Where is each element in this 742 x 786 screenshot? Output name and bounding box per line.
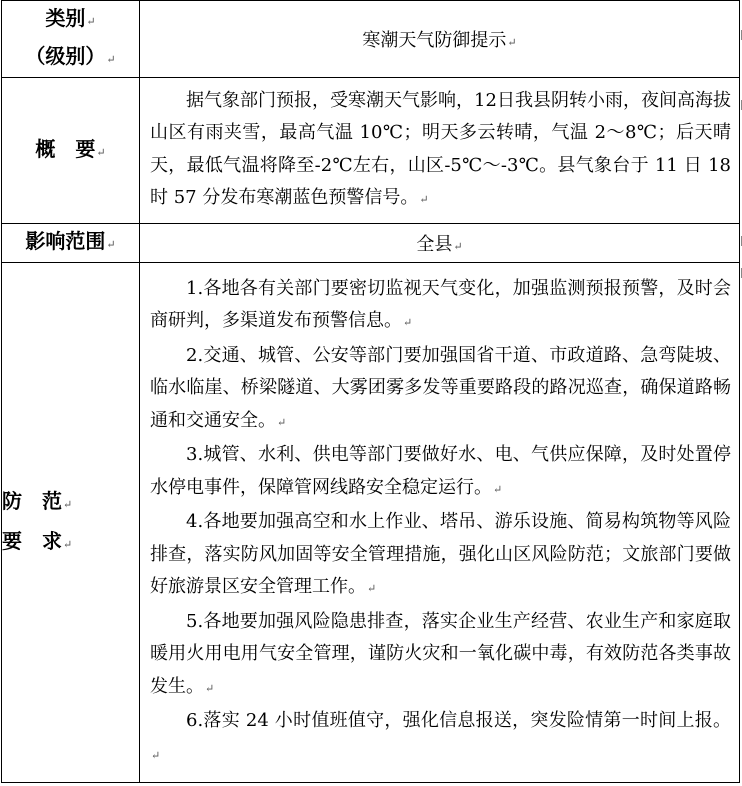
row-measures — [2, 263, 740, 783]
paragraph-mark-icon: ↵ — [151, 748, 161, 762]
paragraph-mark-icon: ↵ — [106, 53, 116, 66]
measures-label-cell — [2, 263, 140, 783]
row-summary — [2, 78, 740, 224]
measures-label-line1: 防 范 — [2, 488, 62, 513]
category-label-cell — [2, 1, 140, 78]
measure-item: 5.各地要加强风险隐患排查，落实企业生产经营、农业生产和家庭取暖用火用电用气安全管理，谨防火灾和一氧化碳中毒，有效防范各类事故发生。↵ — [150, 610, 731, 697]
paragraph-mark-icon: ↵ — [493, 482, 503, 496]
scope-label-cell — [2, 224, 140, 263]
summary-text: 据气象部门预报，受寒潮天气影响，12日我县阴转小雨，夜间高海拔山区有雨夹雪，最高气温 10℃；明天多云转晴，气温 2～8℃；后天晴天，最低气温将降至-2℃左右，山区-5℃～-3℃。县气象台于 11 日 18 时 57 分发布寒潮蓝色预警信号。 — [150, 89, 731, 208]
scope-value: 全县 — [416, 234, 453, 255]
paragraph-mark-icon: ↵ — [403, 316, 413, 330]
row-end-marker — [737, 30, 742, 40]
measure-item: 1.各地各有关部门要密切监视天气变化，加强监测预报预警，及时会商研判，多渠道发布预警信息。↵ — [150, 277, 731, 332]
paragraph-mark-icon: ↵ — [453, 240, 463, 253]
paragraph-mark-icon: ↵ — [63, 537, 73, 551]
row-category — [2, 1, 740, 78]
category-label-line2: （级别） — [25, 44, 106, 68]
row-end-marker — [737, 236, 742, 246]
paragraph-mark-icon: ↵ — [367, 582, 377, 596]
measure-item: 3.城管、水利、供电等部门要做好水、电、气供应保障，及时处置停水停电事件，保障管网线路安全稳定运行。↵ — [150, 444, 731, 498]
scope-label: 影响范围 — [25, 229, 106, 253]
measure-item: 6.落实 24 小时值班值守，强化信息报送，突发险情第一时间上报。↵ — [151, 710, 731, 762]
row-end-marker — [737, 100, 742, 110]
paragraph-mark-icon: ↵ — [205, 681, 215, 695]
paragraph-mark-icon: ↵ — [106, 238, 116, 251]
warning-notice-table — [1, 0, 740, 783]
summary-label: 概 要 — [35, 136, 96, 161]
measures-text-cell — [140, 263, 740, 783]
category-value: 寒潮天气防御提示 — [362, 30, 507, 51]
scope-value-cell — [140, 224, 740, 263]
paragraph-mark-icon: ↵ — [507, 36, 517, 49]
row-end-marker — [737, 268, 742, 278]
summary-text-cell — [140, 78, 740, 224]
category-label-line1: 类别 — [45, 6, 86, 30]
paragraph-mark-icon: ↵ — [419, 193, 429, 206]
paragraph-mark-icon: ↵ — [86, 15, 96, 28]
paragraph-mark-icon: ↵ — [96, 145, 106, 159]
measure-item: 2.交通、城管、公安等部门要加强国省干道、市政道路、急弯陡坡、临水临崖、桥梁隧道、大雾团雾多发等重要路段的路况巡查，确保道路畅通和交通安全。↵ — [150, 344, 731, 431]
row-scope — [2, 224, 740, 263]
paragraph-mark-icon: ↵ — [63, 497, 73, 511]
summary-label-cell — [2, 78, 140, 224]
measure-item: 4.各地要加强高空和水上作业、塔吊、游乐设施、简易构筑物等风险排查，落实防风加固等安全管理措施，强化山区风险防范；文旅部门要做好旅游景区安全管理工作。↵ — [150, 511, 731, 598]
category-value-cell — [140, 1, 740, 78]
measures-label-line2: 要 求 — [2, 528, 62, 553]
paragraph-mark-icon: ↵ — [277, 415, 287, 429]
